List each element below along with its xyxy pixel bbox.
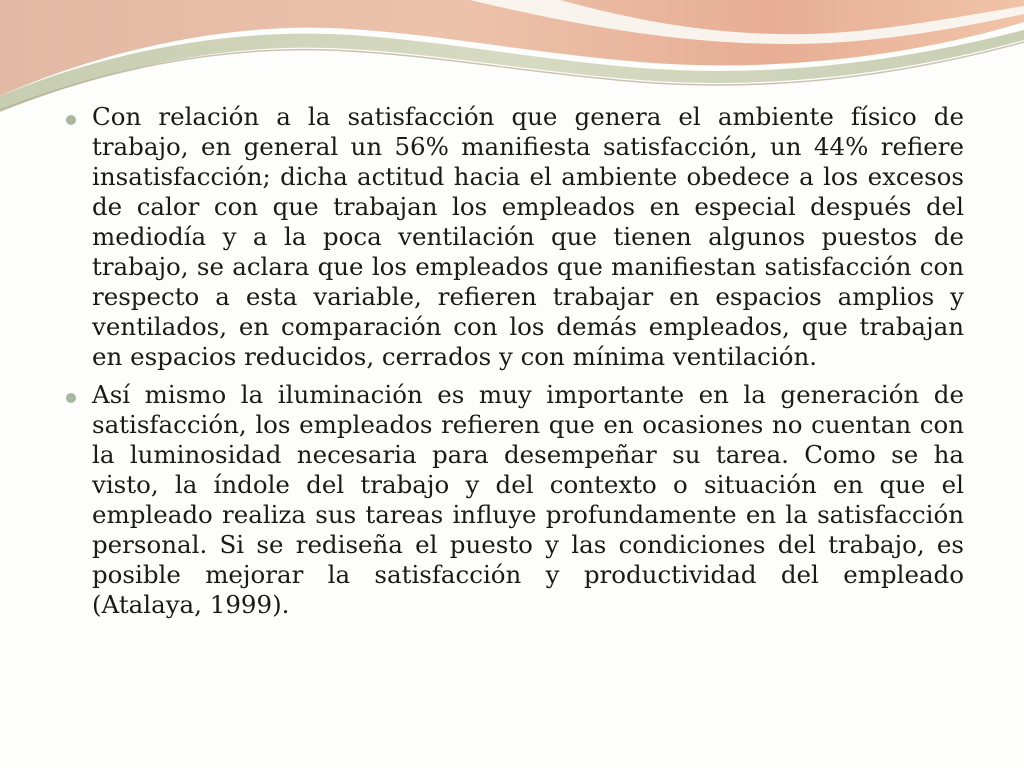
bullet-text-1: Con relación a la satisfacción que genera el ambiente físico de trabajo, en general un 56% manifiesta satisfacción, un 44% refiere insatisfacción; dicha actitud hacia el ambiente obedece a los excesos de calor con que trabajan los empleados en especial después del mediodía y a la poca ventilación que tienen algunos puestos de trabajo, se aclara que los empleados que manifiestan satisfacción con respecto a esta variable, refieren trabajar en espacios amplios y ventilados, en comparación con los demás empleados, que trabajan en espacios reducidos, cerrados y con mínima ventilación. [92,102,964,371]
bullet-dot-icon [66,393,76,403]
bullet-item-2 [66,380,964,620]
slide-content [66,102,964,628]
bullet-item-1 [66,102,964,372]
bullet-text-2: Así mismo la iluminación es muy importante en la generación de satisfacción, los empleados refieren que en ocasiones no cuentan con la luminosidad necesaria para desempeñar su tarea. Como se ha visto, la índole del trabajo y del contexto o situación en que el empleado realiza sus tareas influye profundamente en la satisfacción personal. Si se rediseña el puesto y las condiciones del trabajo, es posible mejorar la satisfacción y productividad del empleado (Atalaya, 1999). [92,380,964,619]
bullet-dot-icon [66,115,76,125]
